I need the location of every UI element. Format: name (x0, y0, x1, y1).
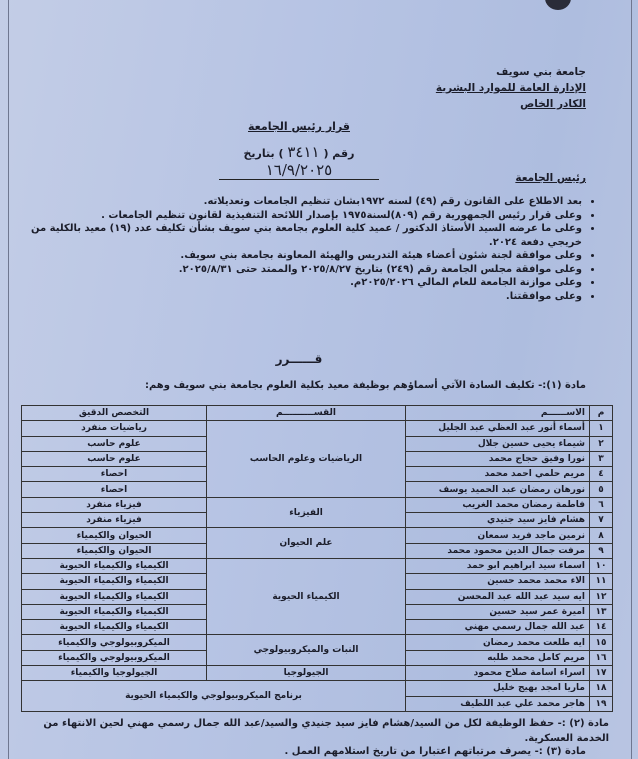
preamble-item: • وعلى قرار رئيس الجمهورية رقم (٨٠٩)لسنة١٩٧٥ بإصدار اللائحة التنفيذية لقانون تنظيم الجامعات . (21, 209, 582, 223)
decree-title: قرار رئيس الجامعة (248, 120, 350, 133)
number-close: ) (278, 147, 284, 160)
appointee-name: ايه سيد عبد الله عبد المحسن (406, 589, 590, 604)
table-row (22, 497, 613, 512)
appointee-name: هاجر محمد علي عبد اللطيف (406, 696, 590, 711)
col-dept: القســــــــــم (207, 406, 406, 421)
specialization: الكيمياء والكيمياء الحيوية (22, 604, 207, 619)
row-number: ١٤ (590, 620, 613, 635)
preamble-item: • بعد الاطلاع على القانون رقم (٤٩) لسنه ١٩٧٢بشان تنظيم الجامعات وتعديلاته. (21, 195, 582, 209)
specialization: الحيوان والكيمياء (22, 528, 207, 543)
table-row (22, 528, 613, 543)
department: النبات والميكروبيولوجي (207, 635, 406, 666)
appointees-table (21, 405, 613, 712)
specialization: احصاء (22, 467, 207, 482)
appointee-name: مريم حلمي احمد محمد (406, 467, 590, 482)
table-row (22, 421, 613, 436)
specialization: الكيمياء والكيمياء الحيوية (22, 589, 207, 604)
row-number: ١٦ (590, 650, 613, 665)
row-number: ١٢ (590, 589, 613, 604)
row-number: ١٥ (590, 635, 613, 650)
department: الكيمياء الحيوية (207, 558, 406, 634)
table-row (22, 635, 613, 650)
program-name: برنامج الميكروبيولوجي والكيمياء الحيوية (22, 681, 406, 712)
row-number: ١ (590, 421, 613, 436)
department: الجيولوجيا (207, 666, 406, 681)
university-name: جامعة بني سويف (496, 66, 586, 78)
decree-number-line (219, 143, 379, 180)
row-number: ٨ (590, 528, 613, 543)
table-row (22, 558, 613, 573)
appointee-name: مريم كامل محمد طلبه (406, 650, 590, 665)
row-number: ٦ (590, 497, 613, 512)
appointee-name: عبد الله جمال رسمي مهني (406, 620, 590, 635)
preamble-item: • وعلى ما عرضه السيد الأستاذ الدكتور / عميد كلية العلوم بجامعة بني سويف بشأن تكليف عدد (١٩) معيد بالكلية من خريجي دفعة ٢٠٢٤. (21, 222, 582, 249)
number-label: رقم ( (323, 147, 355, 160)
decree-document (8, 0, 632, 759)
appointee-name: ايه طلعت محمد رمضان (406, 635, 590, 650)
preamble-item: • وعلى موافقتنا. (21, 290, 582, 304)
appointee-name: فاطمة رمضان محمد الغريب (406, 497, 590, 512)
specialization: الميكروبيولوجي والكيمياء (22, 650, 207, 665)
appointee-name: الاء محمد محمد حسين (406, 574, 590, 589)
specialization: رياضيات منفرد (22, 421, 207, 436)
decree-date: ١٦/٩/٢٠٢٥ (265, 161, 333, 179)
row-number: ١٨ (590, 681, 613, 696)
preamble-list (21, 195, 596, 303)
department: علم الحيوان (207, 528, 406, 559)
appointee-name: أسماء أنور عبد العظي عبد الجليل (406, 421, 590, 436)
appointee-name: نورهان رمضان عبد الحميد يوسف (406, 482, 590, 497)
table-row (22, 681, 613, 696)
letterhead (436, 64, 586, 112)
appointee-name: شيماء يحيى حسين جلال (406, 436, 590, 451)
specialization: الكيمياء والكيمياء الحيوية (22, 558, 207, 573)
specialization: فيزياء منفرد (22, 497, 207, 512)
department: الفيزياء (207, 497, 406, 528)
article-3: مادة (٣) :- يصرف مرتباتهم اعتبارا من تاريخ استلامهم العمل . (284, 746, 586, 757)
appointee-name: اسماء سيد ابراهيم ابو حمد (406, 558, 590, 573)
specialization: الكيمياء والكيمياء الحيوية (22, 574, 207, 589)
specialization: احصاء (22, 482, 207, 497)
appointee-name: اسراء اسامة صلاح محمود (406, 666, 590, 681)
row-number: ١٧ (590, 666, 613, 681)
row-number: ١٩ (590, 696, 613, 711)
university-logo (545, 0, 571, 10)
appointee-name: نرمين ماجد فريد سمعان (406, 528, 590, 543)
row-number: ١٠ (590, 558, 613, 573)
specialization: علوم حاسب (22, 451, 207, 466)
col-name: الاســــــم (406, 406, 590, 421)
specialization: الجيولوجيا والكيمياء (22, 666, 207, 681)
section-name: الكادر الخاص (520, 98, 586, 110)
article-2: مادة (٢) :- حفظ الوظيفة لكل من السيد/هشام فايز سيد جنيدي والسيد/عبد الله جمال رسمي مهني لحين الانتهاء من الخدمة العسكرية. (43, 718, 609, 744)
table-row (22, 666, 613, 681)
specialization: فيزياء منفرد (22, 513, 207, 528)
department: الرياضيات وعلوم الحاسب (207, 421, 406, 497)
row-number: ٥ (590, 482, 613, 497)
preamble-item: • وعلى موافقة مجلس الجامعة رقم (٢٤٩) بتاريخ ٢٠٢٥/٨/٢٧ والممتد حتى ٢٠٢٥/٨/٣١. (21, 263, 582, 277)
appointee-name: هشام فايز سيد جنيدي (406, 513, 590, 528)
article-1: مادة (١):- تكليف السادة الآتي أسماؤهم بوظيفة معيد بكلية العلوم بجامعة بني سويف وهم: (144, 380, 586, 391)
row-number: ٢ (590, 436, 613, 451)
row-number: ٩ (590, 543, 613, 558)
specialization: الحيوان والكيمياء (22, 543, 207, 558)
table-header-row (22, 406, 613, 421)
specialization: الميكروبيولوجي والكيمياء (22, 635, 207, 650)
decree-number: ٣٤١١ (287, 143, 320, 161)
row-number: ١١ (590, 574, 613, 589)
row-number: ٣ (590, 451, 613, 466)
appointee-name: نورا وفيق حجاج محمد (406, 451, 590, 466)
preamble-item: • وعلى موازنة الجامعة للعام المالي ٢٠٢٥/٢٠٢٦م. (21, 276, 582, 290)
row-number: ٧ (590, 513, 613, 528)
issuer: رئيس الجامعة (515, 172, 586, 184)
appointee-name: اميرة عمر سيد حسين (406, 604, 590, 619)
appointee-name: مرفت جمال الدين محمود محمد (406, 543, 590, 558)
preamble-item: • وعلى موافقة لجنة شئون أعضاء هيئة التدريس والهيئة المعاونة بجامعة بني سويف. (21, 249, 582, 263)
department-name: الإدارة العامة للموارد البشرية (435, 82, 586, 94)
date-label: بتاريخ (243, 147, 275, 160)
row-number: ١٣ (590, 604, 613, 619)
col-no: م (590, 406, 613, 421)
decision-heading: قــــــرر (275, 352, 323, 366)
col-spec: التخصص الدقيق (22, 406, 207, 421)
specialization: الكيمياء والكيمياء الحيوية (22, 620, 207, 635)
appointee-name: ماريا امجد بهيج خليل (406, 681, 590, 696)
specialization: علوم حاسب (22, 436, 207, 451)
row-number: ٤ (590, 467, 613, 482)
